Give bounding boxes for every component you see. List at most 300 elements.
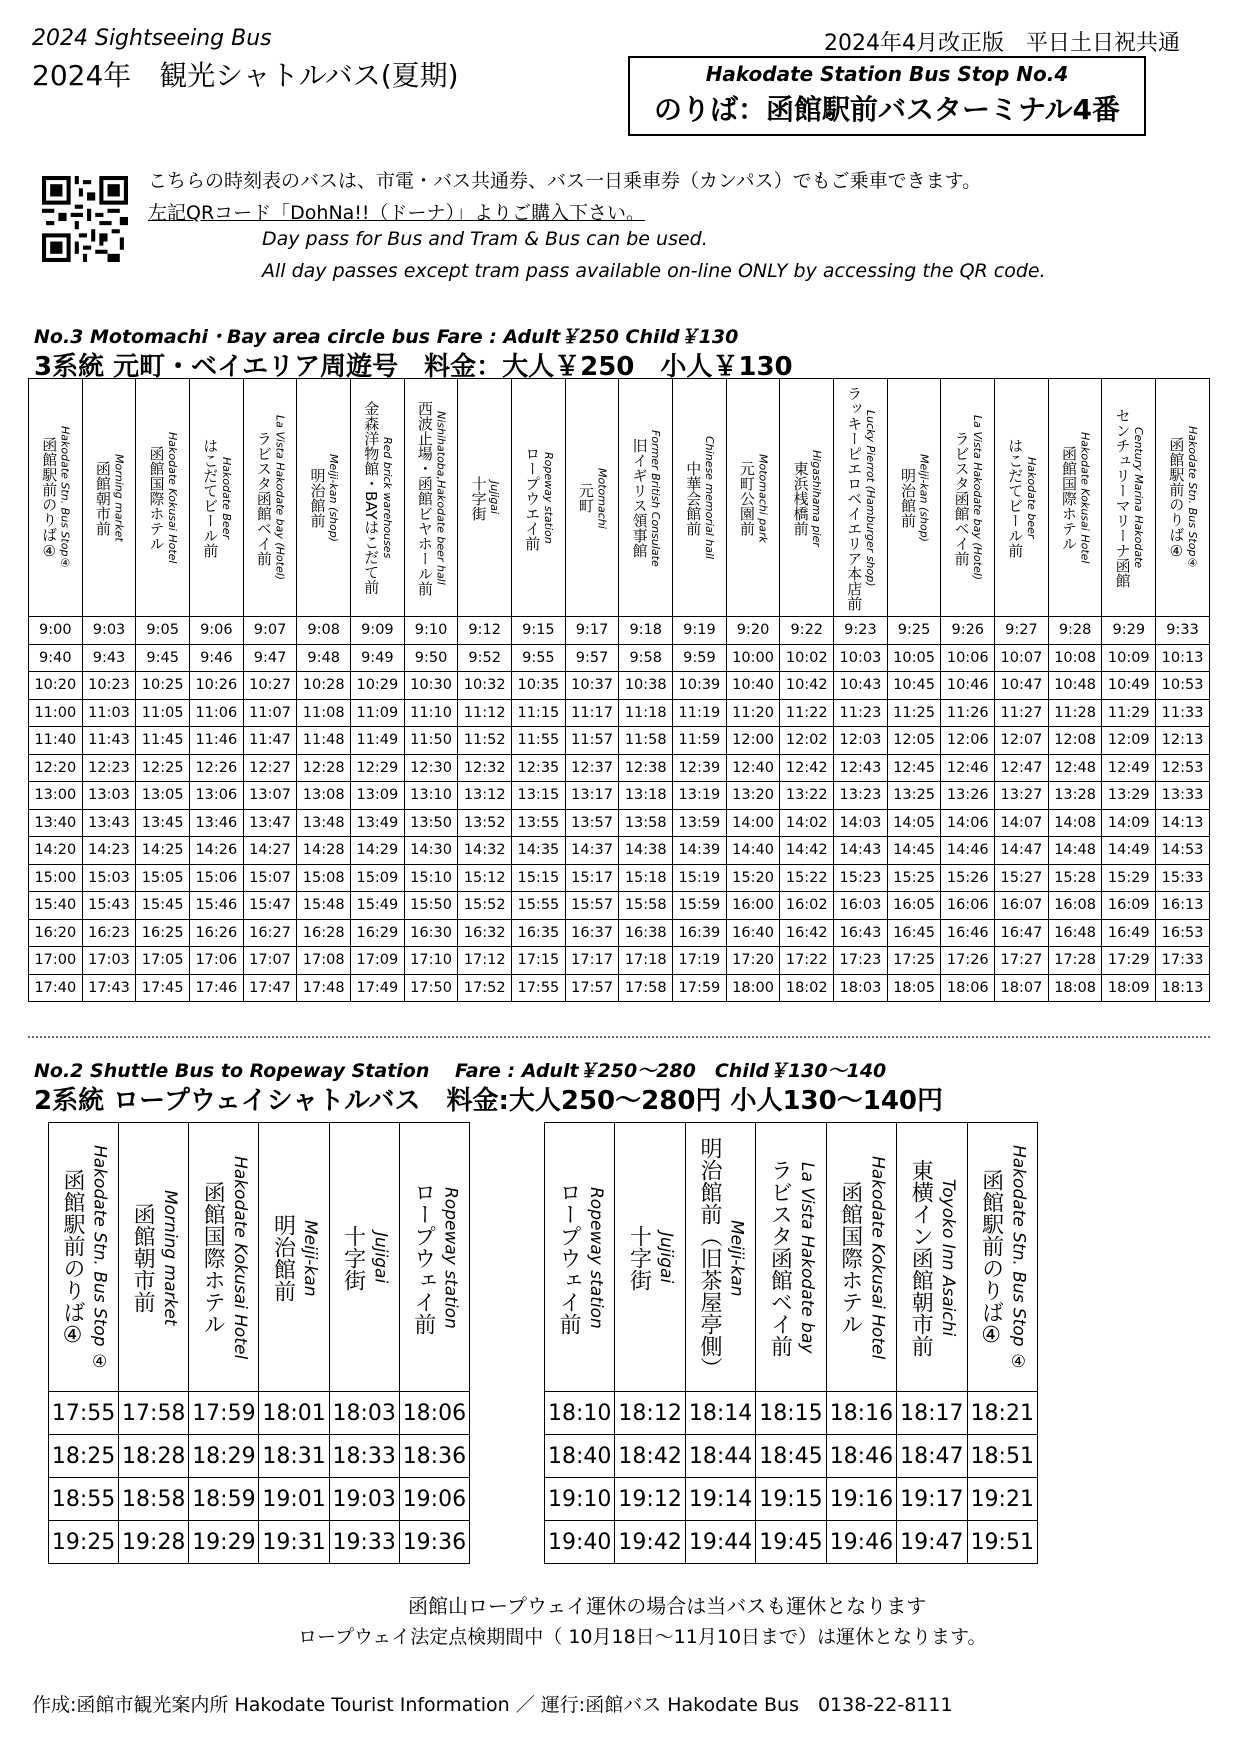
- time-cell: 18:06: [399, 1392, 469, 1435]
- stop-name-jp: 明治館前（旧茶屋亭側）: [696, 1137, 722, 1379]
- time-cell: 11:18: [619, 699, 673, 727]
- time-cell: 12:07: [995, 727, 1049, 755]
- stop-name-en: Hakodate Kokusai Hotel: [1078, 432, 1092, 564]
- stop-header: [565, 379, 619, 617]
- time-cell: 10:25: [136, 672, 190, 700]
- time-cell: 11:58: [619, 727, 673, 755]
- stop-name-jp: ロープウェイ前: [556, 1181, 582, 1335]
- stop-name-en: La Vista Hakodate bay: [797, 1162, 818, 1354]
- time-cell: 18:31: [259, 1435, 329, 1478]
- time-cell: 16:08: [1048, 892, 1102, 920]
- time-cell: 10:37: [565, 672, 619, 700]
- stop-name-jp: 函館国際ホテル: [837, 1181, 863, 1335]
- stop-header: [685, 1123, 755, 1392]
- time-cell: 13:52: [458, 809, 512, 837]
- time-cell: 9:15: [512, 617, 566, 645]
- time-cell: 10:53: [1156, 672, 1210, 700]
- time-cell: 10:40: [726, 672, 780, 700]
- time-cell: 14:25: [136, 837, 190, 865]
- time-cell: 15:28: [1048, 864, 1102, 892]
- time-cell: 12:46: [941, 754, 995, 782]
- time-cell: 10:27: [243, 672, 297, 700]
- time-cell: 13:19: [673, 782, 727, 810]
- time-cell: 10:07: [995, 644, 1049, 672]
- time-cell: 17:15: [512, 947, 566, 975]
- route2-inbound-timetable: [544, 1122, 1038, 1564]
- inspection-period-note: ロープウェイ法定点検期間中（ 10月18日～11月10日まで）は運休となります。: [298, 1626, 987, 1648]
- time-cell: 11:52: [458, 727, 512, 755]
- time-cell: 17:08: [297, 947, 351, 975]
- time-cell: 10:38: [619, 672, 673, 700]
- time-cell: 14:05: [887, 809, 941, 837]
- stop-header: [941, 379, 995, 617]
- time-cell: 9:18: [619, 617, 673, 645]
- time-cell: 16:32: [458, 919, 512, 947]
- time-cell: 12:39: [673, 754, 727, 782]
- time-cell: 16:03: [834, 892, 888, 920]
- time-cell: 18:14: [685, 1392, 755, 1435]
- time-cell: 18:16: [826, 1392, 896, 1435]
- time-cell: 14:26: [190, 837, 244, 865]
- time-cell: 15:58: [619, 892, 673, 920]
- time-cell: 13:55: [512, 809, 566, 837]
- time-cell: 15:45: [136, 892, 190, 920]
- time-cell: 13:20: [726, 782, 780, 810]
- time-cell: 19:17: [897, 1478, 967, 1521]
- time-cell: 15:08: [297, 864, 351, 892]
- time-cell: 13:26: [941, 782, 995, 810]
- time-cell: 19:33: [329, 1521, 399, 1564]
- time-cell: 17:45: [136, 974, 190, 1002]
- time-cell: 16:39: [673, 919, 727, 947]
- time-cell: 9:57: [565, 644, 619, 672]
- table-row: [29, 919, 1210, 947]
- stop-name-jp: 十字街: [469, 475, 488, 521]
- time-cell: 17:47: [243, 974, 297, 1002]
- time-cell: 12:49: [1102, 754, 1156, 782]
- table-row: [29, 754, 1210, 782]
- route2-outbound-timetable: [48, 1122, 470, 1564]
- time-cell: 10:28: [297, 672, 351, 700]
- time-cell: 14:07: [995, 809, 1049, 837]
- time-cell: 18:13: [1156, 974, 1210, 1002]
- time-cell: 17:58: [119, 1392, 189, 1435]
- time-cell: 18:45: [756, 1435, 826, 1478]
- time-cell: 14:13: [1156, 809, 1210, 837]
- route2-title-jp: 2系統 ロープウェイシャトルバス 料金:大人250～280円 小人130～140円: [34, 1086, 944, 1116]
- time-cell: 17:20: [726, 947, 780, 975]
- time-cell: 12:53: [1156, 754, 1210, 782]
- time-cell: 11:45: [136, 727, 190, 755]
- time-cell: 12:26: [190, 754, 244, 782]
- time-cell: 19:47: [897, 1521, 967, 1564]
- time-cell: 16:38: [619, 919, 673, 947]
- time-cell: 16:49: [1102, 919, 1156, 947]
- table-row: [29, 809, 1210, 837]
- time-cell: 13:23: [834, 782, 888, 810]
- time-cell: 15:15: [512, 864, 566, 892]
- time-cell: 15:20: [726, 864, 780, 892]
- time-cell: 10:09: [1102, 644, 1156, 672]
- time-cell: 12:32: [458, 754, 512, 782]
- time-cell: 16:46: [941, 919, 995, 947]
- time-cell: 17:55: [512, 974, 566, 1002]
- time-cell: 16:28: [297, 919, 351, 947]
- time-cell: 18:46: [826, 1435, 896, 1478]
- time-cell: 19:36: [399, 1521, 469, 1564]
- stop-name-en: La Vista Hakodate bay (Hotel): [273, 415, 287, 581]
- stop-header: [1048, 379, 1102, 617]
- time-cell: 13:15: [512, 782, 566, 810]
- time-cell: 11:46: [190, 727, 244, 755]
- time-cell: 18:28: [119, 1435, 189, 1478]
- time-cell: 13:46: [190, 809, 244, 837]
- time-cell: 17:28: [1048, 947, 1102, 975]
- time-cell: 19:40: [545, 1521, 615, 1564]
- time-cell: 15:49: [351, 892, 405, 920]
- time-cell: 14:47: [995, 837, 1049, 865]
- time-cell: 13:49: [351, 809, 405, 837]
- stop-name-jp: ラビスタ函館ベイ前: [767, 1159, 793, 1357]
- time-cell: 15:59: [673, 892, 727, 920]
- time-cell: 18:47: [897, 1435, 967, 1478]
- stop-header: [619, 379, 673, 617]
- time-cell: 11:43: [82, 727, 136, 755]
- time-cell: 12:23: [82, 754, 136, 782]
- table-row: [29, 617, 1210, 645]
- stop-name-en: Ropeway station: [541, 452, 555, 544]
- time-cell: 18:02: [780, 974, 834, 1002]
- time-cell: 9:59: [673, 644, 727, 672]
- time-cell: 17:40: [29, 974, 83, 1002]
- time-cell: 9:27: [995, 617, 1049, 645]
- time-cell: 17:23: [834, 947, 888, 975]
- stop-name-en: Meiji-kan (shop): [917, 454, 931, 542]
- time-cell: 11:20: [726, 699, 780, 727]
- stop-header: [351, 379, 405, 617]
- time-cell: 11:05: [136, 699, 190, 727]
- stop-header: [897, 1123, 967, 1392]
- time-cell: 14:42: [780, 837, 834, 865]
- stop-name-en: Meiji-kan: [300, 1219, 321, 1297]
- stop-header: [1102, 379, 1156, 617]
- note-line-2[interactable]: 左記QRコード「DohNa!!（ドーナ）」よりご購入下さい。: [148, 202, 646, 224]
- time-cell: 13:58: [619, 809, 673, 837]
- time-cell: 17:05: [136, 947, 190, 975]
- time-cell: 18:10: [545, 1392, 615, 1435]
- time-cell: 12:08: [1048, 727, 1102, 755]
- time-cell: 13:40: [29, 809, 83, 837]
- stop-name-jp: 元町: [576, 483, 595, 513]
- time-cell: 19:16: [826, 1478, 896, 1521]
- time-cell: 11:33: [1156, 699, 1210, 727]
- time-cell: 14:38: [619, 837, 673, 865]
- time-cell: 18:15: [756, 1392, 826, 1435]
- time-cell: 15:25: [887, 864, 941, 892]
- time-cell: 13:00: [29, 782, 83, 810]
- time-cell: 13:08: [297, 782, 351, 810]
- time-cell: 19:06: [399, 1478, 469, 1521]
- stop-name-en: Jujigai: [656, 1232, 677, 1284]
- time-cell: 18:42: [615, 1435, 685, 1478]
- stop-name-jp: ロープウェイ前: [410, 1181, 436, 1335]
- time-cell: 16:48: [1048, 919, 1102, 947]
- time-cell: 14:20: [29, 837, 83, 865]
- time-cell: 15:12: [458, 864, 512, 892]
- time-cell: 9:07: [243, 617, 297, 645]
- time-cell: 11:07: [243, 699, 297, 727]
- stop-name-en: Red brick warehouses: [380, 437, 394, 559]
- table-row: [29, 672, 1210, 700]
- stop-name-en: Ropeway station: [440, 1187, 461, 1329]
- stop-name-en: Hakodate Kokusai Hotel: [229, 1156, 250, 1360]
- time-cell: 11:26: [941, 699, 995, 727]
- stop-name-en: Morning market: [112, 454, 126, 542]
- revision-label: 2024年4月改正版 平日土日祝共通: [824, 31, 1180, 56]
- stop-name-jp: 金森洋物館・BAYはこだて前: [362, 401, 381, 595]
- time-cell: 14:06: [941, 809, 995, 837]
- time-cell: 16:06: [941, 892, 995, 920]
- time-cell: 13:12: [458, 782, 512, 810]
- time-cell: 12:47: [995, 754, 1049, 782]
- time-cell: 18:06: [941, 974, 995, 1002]
- time-cell: 14:03: [834, 809, 888, 837]
- time-cell: 10:30: [404, 672, 458, 700]
- stop-header: [967, 1123, 1037, 1392]
- time-cell: 18:33: [329, 1435, 399, 1478]
- time-cell: 12:00: [726, 727, 780, 755]
- route2-outbound-times: [49, 1392, 470, 1564]
- time-cell: 14:53: [1156, 837, 1210, 865]
- table-row: [29, 974, 1210, 1002]
- route3-title-jp: 3系統 元町・ベイエリア周遊号 料金：大人￥250 小人￥130: [34, 352, 793, 382]
- time-cell: 9:22: [780, 617, 834, 645]
- stop-name-en: Lucky Pierrot (Hamburger shop): [863, 409, 877, 587]
- stop-header: [29, 379, 83, 617]
- stop-name-jp: センチュリーマリーナ函館: [1113, 408, 1132, 588]
- stop-name-en: Meiji-kan (shop): [327, 454, 341, 542]
- time-cell: 14:49: [1102, 837, 1156, 865]
- time-cell: 10:06: [941, 644, 995, 672]
- stop-header: [119, 1123, 189, 1392]
- time-cell: 9:48: [297, 644, 351, 672]
- time-cell: 16:07: [995, 892, 1049, 920]
- time-cell: 12:29: [351, 754, 405, 782]
- time-cell: 13:22: [780, 782, 834, 810]
- time-cell: 17:57: [565, 974, 619, 1002]
- stop-name-jp: 十字街: [626, 1225, 652, 1291]
- stop-name-en: Hakodate Kokusai Hotel: [166, 432, 180, 564]
- footer-credits: 作成:函館市観光案内所 Hakodate Tourist Information ／ 運行:函館バス Hakodate Bus 0138-22-8111: [32, 1694, 953, 1716]
- note-line-3: Day pass for Bus and Tram & Bus can be used.: [262, 228, 708, 250]
- time-cell: 18:25: [49, 1435, 119, 1478]
- time-cell: 14:08: [1048, 809, 1102, 837]
- stop-name-jp: 函館駅前のりば④: [1167, 436, 1186, 560]
- time-cell: 11:12: [458, 699, 512, 727]
- time-cell: 17:55: [49, 1392, 119, 1435]
- table-row: [29, 699, 1210, 727]
- table-row: [49, 1392, 470, 1435]
- time-cell: 15:29: [1102, 864, 1156, 892]
- bus-stop-jp: のりば：函館駅前バスターミナル4番: [653, 93, 1121, 126]
- time-cell: 15:33: [1156, 864, 1210, 892]
- qr-code-icon[interactable]: [42, 176, 128, 262]
- time-cell: 9:10: [404, 617, 458, 645]
- time-cell: 11:09: [351, 699, 405, 727]
- time-cell: 15:40: [29, 892, 83, 920]
- time-cell: 13:17: [565, 782, 619, 810]
- time-cell: 19:01: [259, 1478, 329, 1521]
- stop-name-en: Hakodate Stn. Bus Stop④: [58, 426, 72, 570]
- time-cell: 12:25: [136, 754, 190, 782]
- note-line-4: All day passes except tram pass available on-line ONLY by accessing the QR code.: [262, 260, 1046, 282]
- time-cell: 11:40: [29, 727, 83, 755]
- time-cell: 12:38: [619, 754, 673, 782]
- time-cell: 14:40: [726, 837, 780, 865]
- stop-header: [995, 379, 1049, 617]
- time-cell: 10:00: [726, 644, 780, 672]
- time-cell: 9:40: [29, 644, 83, 672]
- stop-header: [458, 379, 512, 617]
- stop-name-en: Morning market: [159, 1190, 180, 1326]
- table-row: [29, 892, 1210, 920]
- time-cell: 9:49: [351, 644, 405, 672]
- time-cell: 13:50: [404, 809, 458, 837]
- time-cell: 15:22: [780, 864, 834, 892]
- time-cell: 16:20: [29, 919, 83, 947]
- stop-header: [545, 1123, 615, 1392]
- time-cell: 9:08: [297, 617, 351, 645]
- time-cell: 16:42: [780, 919, 834, 947]
- table-row: [29, 864, 1210, 892]
- time-cell: 12:30: [404, 754, 458, 782]
- time-cell: 14:43: [834, 837, 888, 865]
- time-cell: 12:43: [834, 754, 888, 782]
- stop-name-en: Hakodate Stn. Bus Stop ④: [1008, 1144, 1029, 1372]
- stop-name-en: Chinese memorial hall: [702, 436, 716, 560]
- time-cell: 12:40: [726, 754, 780, 782]
- time-cell: 13:18: [619, 782, 673, 810]
- time-cell: 14:48: [1048, 837, 1102, 865]
- table-row: [545, 1435, 1038, 1478]
- table-row: [49, 1521, 470, 1564]
- bus-stop-box: [628, 56, 1146, 136]
- time-cell: 17:25: [887, 947, 941, 975]
- time-cell: 17:09: [351, 947, 405, 975]
- time-cell: 13:29: [1102, 782, 1156, 810]
- time-cell: 9:12: [458, 617, 512, 645]
- time-cell: 16:43: [834, 919, 888, 947]
- stop-header: [136, 379, 190, 617]
- time-cell: 11:10: [404, 699, 458, 727]
- stop-name-jp: 函館駅前のりば④: [978, 1168, 1004, 1348]
- time-cell: 11:15: [512, 699, 566, 727]
- time-cell: 15:43: [82, 892, 136, 920]
- time-cell: 14:46: [941, 837, 995, 865]
- time-cell: 17:10: [404, 947, 458, 975]
- time-cell: 9:33: [1156, 617, 1210, 645]
- table-row: [29, 837, 1210, 865]
- time-cell: 12:03: [834, 727, 888, 755]
- route3-times: [29, 617, 1210, 1002]
- time-cell: 9:47: [243, 644, 297, 672]
- time-cell: 16:47: [995, 919, 1049, 947]
- time-cell: 14:39: [673, 837, 727, 865]
- time-cell: 17:52: [458, 974, 512, 1002]
- time-cell: 9:55: [512, 644, 566, 672]
- time-cell: 15:00: [29, 864, 83, 892]
- time-cell: 11:49: [351, 727, 405, 755]
- time-cell: 15:55: [512, 892, 566, 920]
- time-cell: 15:57: [565, 892, 619, 920]
- route2-inbound-times: [545, 1392, 1038, 1564]
- time-cell: 10:42: [780, 672, 834, 700]
- time-cell: 9:28: [1048, 617, 1102, 645]
- time-cell: 10:26: [190, 672, 244, 700]
- time-cell: 13:03: [82, 782, 136, 810]
- time-cell: 16:37: [565, 919, 619, 947]
- time-cell: 19:42: [615, 1521, 685, 1564]
- time-cell: 16:02: [780, 892, 834, 920]
- time-cell: 19:21: [967, 1478, 1037, 1521]
- time-cell: 15:09: [351, 864, 405, 892]
- stop-header: [726, 379, 780, 617]
- time-cell: 11:50: [404, 727, 458, 755]
- stop-name-en: La Vista Hakodate bay (Hotel): [971, 415, 985, 581]
- stop-name-jp: 函館駅前のりば④: [59, 1168, 85, 1348]
- time-cell: 10:23: [82, 672, 136, 700]
- stop-name-en: Hakodate Beer: [219, 456, 233, 540]
- time-cell: 9:23: [834, 617, 888, 645]
- time-cell: 19:29: [189, 1521, 259, 1564]
- time-cell: 9:05: [136, 617, 190, 645]
- route3-timetable: [28, 378, 1210, 1002]
- time-cell: 13:59: [673, 809, 727, 837]
- time-cell: 17:49: [351, 974, 405, 1002]
- time-cell: 11:27: [995, 699, 1049, 727]
- time-cell: 9:19: [673, 617, 727, 645]
- time-cell: 12:28: [297, 754, 351, 782]
- time-cell: 11:19: [673, 699, 727, 727]
- time-cell: 10:32: [458, 672, 512, 700]
- stop-header: [329, 1123, 399, 1392]
- table-row: [545, 1392, 1038, 1435]
- time-cell: 11:17: [565, 699, 619, 727]
- stop-header: [512, 379, 566, 617]
- stop-header: [887, 379, 941, 617]
- stop-name-jp: 十字街: [340, 1225, 366, 1291]
- time-cell: 10:47: [995, 672, 1049, 700]
- time-cell: 13:48: [297, 809, 351, 837]
- time-cell: 18:59: [189, 1478, 259, 1521]
- time-cell: 17:58: [619, 974, 673, 1002]
- header-title-jp: 2024年 観光シャトルバス(夏期): [32, 59, 459, 92]
- bus-stop-en: Hakodate Station Bus Stop No.4: [705, 62, 1069, 86]
- stop-name-en: Motomachi: [595, 467, 609, 529]
- stop-name-en: Hakodate Stn. Bus Stop④: [1185, 426, 1199, 570]
- stop-header: [1156, 379, 1210, 617]
- stop-header: [190, 379, 244, 617]
- stop-name-en: Higashihama pier: [810, 449, 824, 547]
- time-cell: 16:40: [726, 919, 780, 947]
- time-cell: 13:28: [1048, 782, 1102, 810]
- time-cell: 15:05: [136, 864, 190, 892]
- time-cell: 11:23: [834, 699, 888, 727]
- time-cell: 18:09: [1102, 974, 1156, 1002]
- time-cell: 18:07: [995, 974, 1049, 1002]
- time-cell: 13:25: [887, 782, 941, 810]
- section-divider: [28, 1036, 1210, 1038]
